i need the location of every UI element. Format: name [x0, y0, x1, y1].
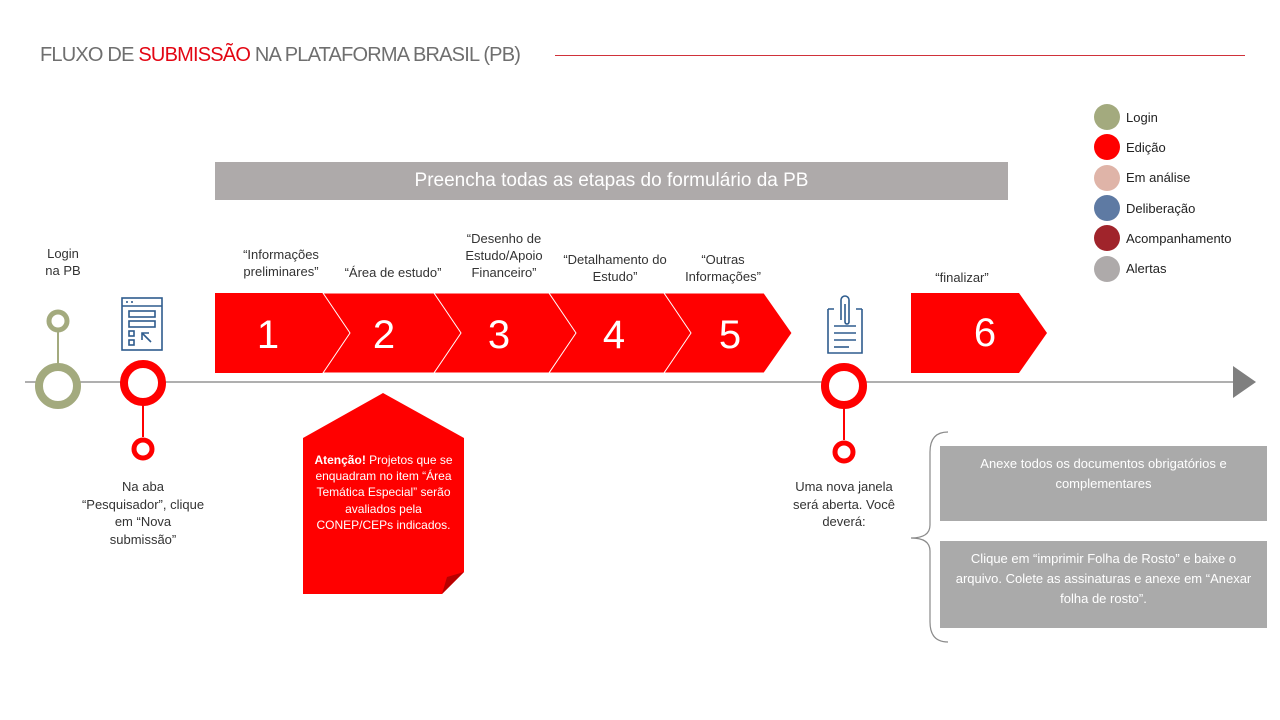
title-highlight: SUBMISSÃO — [138, 44, 251, 66]
nova-janela-node — [825, 367, 863, 405]
action-2-text: Clique em “imprimir Folha de Rosto” e baixe o arquivo. Colete as assinaturas e anexe em “Anexar folha de rosto”. — [955, 551, 1252, 607]
attention-text — [309, 452, 458, 533]
legend-dot-deliberacao — [1094, 195, 1120, 221]
legend-dot-alertas — [1094, 256, 1120, 282]
legend-item — [1094, 163, 1232, 193]
nova-submissao-note: Na aba “Pesquisador”, clique em “Nova submissão” — [81, 479, 205, 547]
login-label — [28, 246, 98, 280]
attention-heading: Atenção! — [314, 453, 366, 467]
legend-label: Deliberação — [1126, 200, 1196, 216]
nova-janela-note: Uma nova janela será aberta. Você deverá: — [793, 479, 895, 530]
form-icon — [122, 298, 162, 350]
legend-label: Edição — [1126, 139, 1166, 155]
login-label-line2: na PB — [45, 262, 81, 278]
legend-dot-login — [1094, 104, 1120, 130]
legend — [1094, 102, 1232, 284]
legend-dot-acompanhamento — [1094, 225, 1120, 251]
legend-item — [1094, 102, 1232, 132]
step-4-number: 4 — [602, 313, 626, 357]
step-6-caption: “finalizar” — [935, 270, 989, 285]
attachment-icon — [828, 296, 862, 353]
action-1-text: Anexe todos os documentos obrigatórios e complementares — [980, 456, 1227, 492]
step-2-number: 2 — [372, 313, 396, 357]
step-1-caption: “Informações preliminares” — [243, 247, 319, 279]
legend-dot-edicao — [1094, 134, 1120, 160]
title-suffix: NA PLATAFORMA BRASIL (PB) — [250, 44, 521, 66]
legend-dot-em-analise — [1094, 165, 1120, 191]
attention-body: Projetos que se enquadram no item “Área Temática Especial” serão avaliados pela CONEP/CEPs indicados. — [315, 453, 453, 532]
step-4-caption: “Detalhamento do Estudo” — [563, 252, 667, 284]
legend-item — [1094, 132, 1232, 162]
legend-label: Login — [1126, 109, 1158, 125]
step-1-number: 1 — [256, 313, 280, 357]
step-6-number: 6 — [973, 311, 997, 355]
legend-item — [1094, 193, 1232, 223]
instruction-banner: Preencha todas as etapas do formulário da PB — [215, 162, 1008, 200]
action-box-2 — [940, 541, 1267, 628]
timeline-arrowhead — [1233, 366, 1256, 398]
nova-submissao-node — [124, 364, 162, 402]
step-3-number: 3 — [487, 313, 511, 357]
step-chevrons — [215, 293, 1047, 373]
legend-item — [1094, 253, 1232, 283]
nova-janela-small-node — [835, 443, 853, 461]
step-5-number: 5 — [718, 313, 742, 357]
legend-label: Em análise — [1126, 170, 1191, 186]
step-5-caption: “Outras Informações” — [685, 252, 761, 284]
step-3-caption: “Desenho de Estudo/Apoio Financeiro” — [465, 231, 543, 280]
legend-label: Acompanhamento — [1126, 230, 1232, 246]
title-prefix: FLUXO DE — [40, 44, 139, 66]
login-node — [39, 367, 77, 405]
login-label-line1: Login — [47, 246, 79, 261]
login-small-node — [49, 312, 67, 330]
step-2-caption: “Área de estudo” — [344, 265, 442, 280]
nova-submissao-small-node — [134, 440, 152, 458]
action-box-1 — [940, 446, 1267, 521]
legend-label: Alertas — [1126, 261, 1167, 277]
legend-item — [1094, 223, 1232, 253]
